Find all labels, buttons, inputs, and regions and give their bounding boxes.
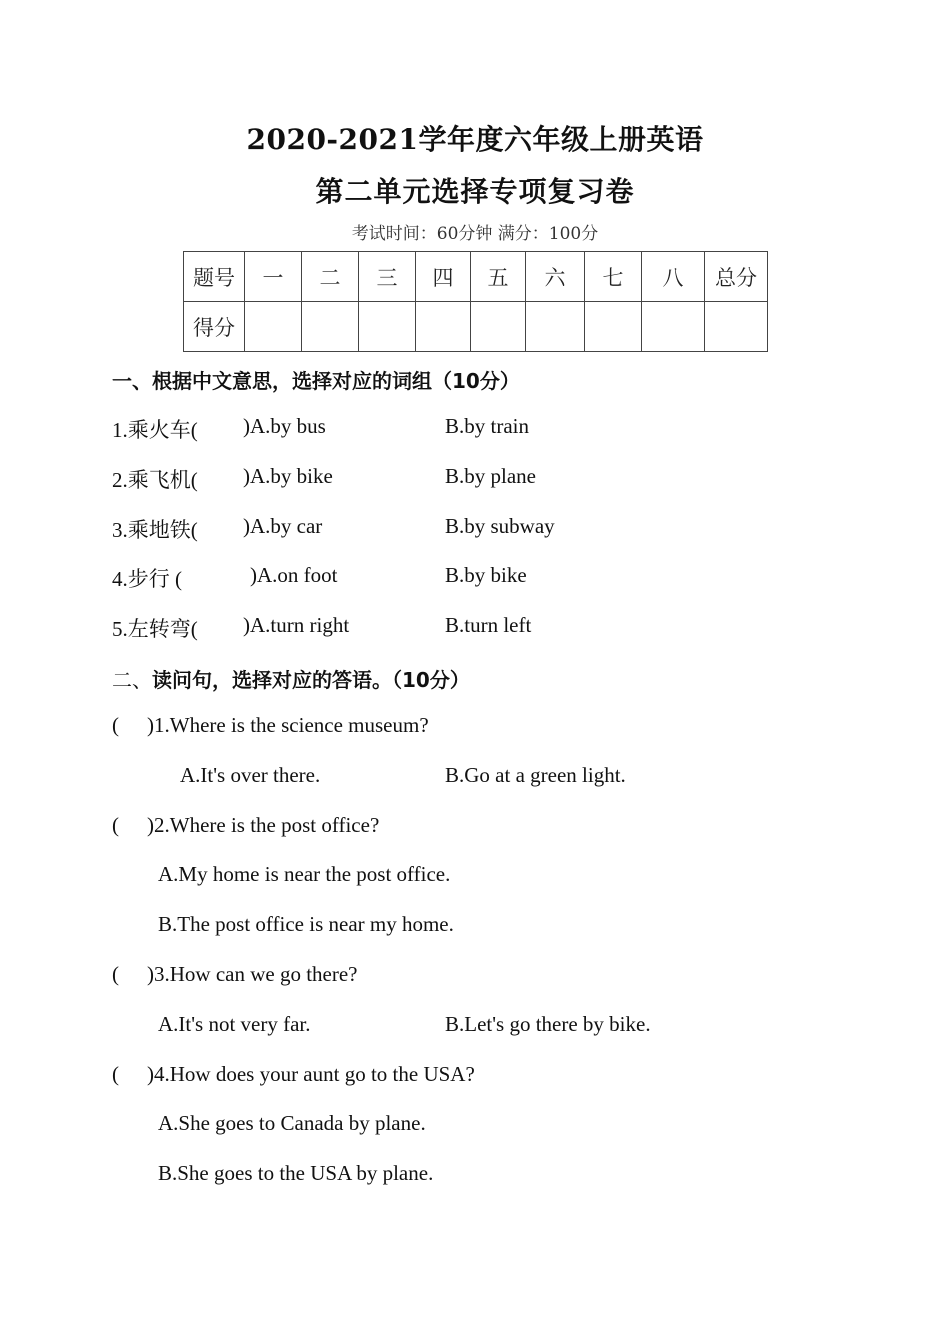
section2-heading [112,664,470,693]
s1-item2-option-b[interactable]: B.by plane [445,464,536,488]
section2-heading-prefix: 二、 [112,668,152,692]
s2-q4-paren[interactable]: ( [112,1062,119,1086]
s2-q2-paren[interactable]: ( [112,813,119,837]
title-line1: 2020-2021学年度六年级上册英语 [246,123,704,156]
score-input-cell[interactable] [245,302,302,352]
s1-item1-prompt: 1.乘火车( [112,418,198,442]
s1-item4-option-a[interactable]: )A.on foot [250,563,338,587]
score-table-header-row [184,252,768,302]
exam-info: 考试时间：60分钟 满分：100分 [351,224,599,244]
s2-q1-option-a[interactable]: A.It's over there. [180,763,321,787]
score-input-cell[interactable] [416,302,471,352]
s2-q3-option-b[interactable]: B.Let's go there by bike. [445,1012,651,1036]
score-cell-1: 一 [245,252,302,302]
s1-item2-prompt: 2.乘飞机( [112,468,198,492]
s2-q4-option-a[interactable]: A.She goes to Canada by plane. [158,1111,426,1135]
s2-q1-option-b[interactable]: B.Go at a green light. [445,763,626,787]
s2-q3-paren[interactable]: ( [112,962,119,986]
score-cell-8: 八 [642,252,705,302]
title-line2: 第二单元选择专项复习卷 [315,175,635,208]
s2-q1-text: )1.Where is the science museum? [147,713,429,737]
score-input-cell[interactable] [585,302,642,352]
s1-item2-option-a[interactable]: )A.by bike [243,464,333,488]
score-row-label: 得分 [184,302,245,352]
s2-q1-paren[interactable]: ( [112,713,119,737]
s1-item5-prompt: 5.左转弯( [112,617,198,641]
s1-item4-option-b[interactable]: B.by bike [445,563,527,587]
section2-heading-text: 读问句，选择对应的答语。（10分） [152,668,470,692]
s1-item5-option-a[interactable]: )A.turn right [243,613,350,637]
score-cell-4: 四 [416,252,471,302]
s1-item3-prompt: 3.乘地铁( [112,518,198,542]
s1-item4-prompt: 4.步行 ( [112,567,182,591]
s2-q3-text: )3.How can we go there? [147,962,358,986]
section1-heading: 一、根据中文意思，选择对应的词组（10分） [112,369,520,393]
s1-item3-option-a[interactable]: )A.by car [243,514,323,538]
s1-item3-option-b[interactable]: B.by subway [445,514,555,538]
score-cell-5: 五 [471,252,526,302]
score-input-cell[interactable] [302,302,359,352]
s2-q4-option-b[interactable]: B.She goes to the USA by plane. [158,1161,434,1185]
score-table-score-row [184,302,768,352]
s2-q2-text: )2.Where is the post office? [147,813,380,837]
s1-item5-option-b[interactable]: B.turn left [445,613,532,637]
s2-q3-option-a[interactable]: A.It's not very far. [158,1012,311,1036]
s2-q2-option-b[interactable]: B.The post office is near my home. [158,912,454,936]
score-input-cell[interactable] [359,302,416,352]
s1-item1-option-b[interactable]: B.by train [445,414,529,438]
score-cell-3: 三 [359,252,416,302]
score-input-cell[interactable] [526,302,585,352]
score-input-cell[interactable] [705,302,768,352]
score-cell-6: 六 [526,252,585,302]
score-cell-label: 题号 [184,252,245,302]
s2-q4-text: )4.How does your aunt go to the USA? [147,1062,475,1086]
score-table [183,251,768,352]
score-cell-2: 二 [302,252,359,302]
score-cell-total: 总分 [705,252,768,302]
score-cell-7: 七 [585,252,642,302]
s1-item1-option-a[interactable]: )A.by bus [243,414,326,438]
score-input-cell[interactable] [642,302,705,352]
s2-q2-option-a[interactable]: A.My home is near the post office. [158,862,451,886]
score-input-cell[interactable] [471,302,526,352]
